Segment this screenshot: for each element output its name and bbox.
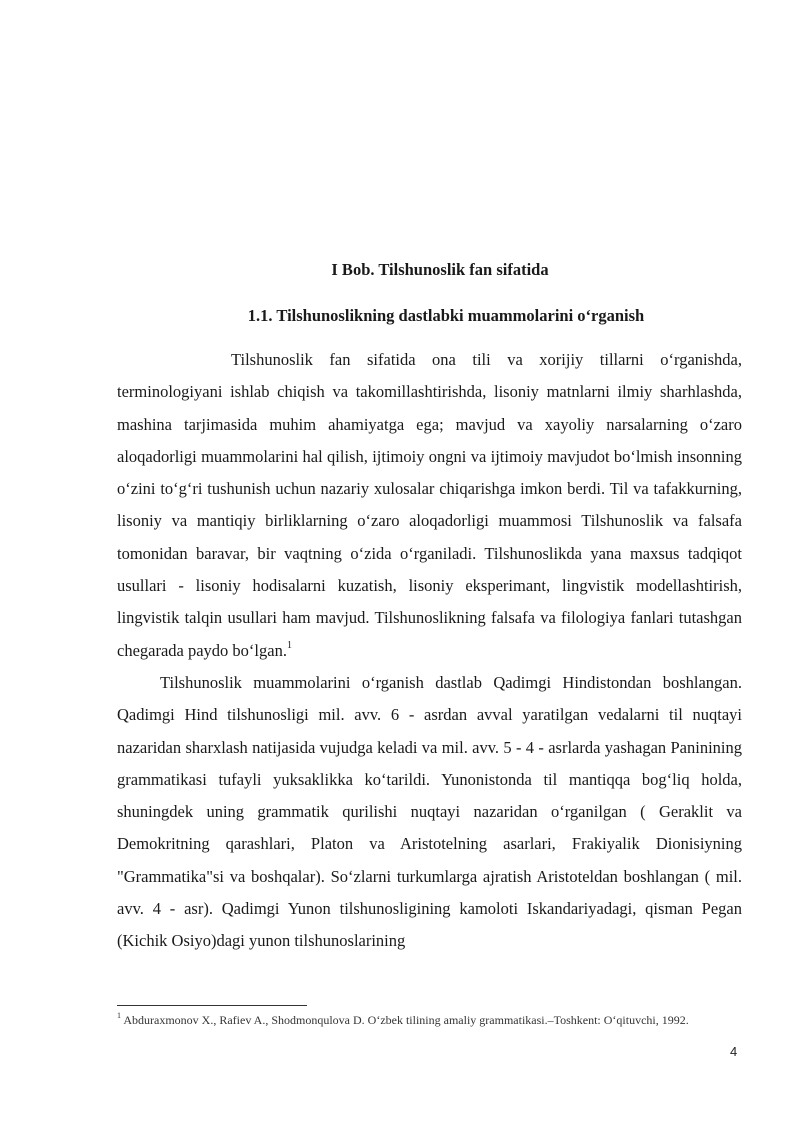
paragraph-text: Tilshunoslik fan sifatida ona tili va xorijiy tillarni o‘rganishda, terminologiyani ishlab chiqish va takomillashtirishda, lisoniy matnlarni ilmiy sharhlashda, mashina tarjimasida muhim ahamiyatga ega; mavjud va xayoliy narsalarning o‘zaro aloqadorligi muammolarini hal qilish, ijtimoiy ongni va ijtimoiy mavjudot bo‘lmish insonning o‘zini to‘g‘ri tushunish uchun nazariy xulosalar chiqarishga imkon berdi. Til va tafakkurning, lisoniy va mantiqiy birliklarning o‘zaro aloqadorligi muammosi Tilshunoslik va falsafa tomonidan baravar, bir vaqtning o‘zida o‘rganiladi. Tilshunoslikda yana maxsus tadqiqot usullari - lisoniy hodisalarni kuzatish, lisoniy eksperimant, lingvistik modellashtirish, lingvistik talqin usullari ham mavjud. Tilshunoslikning falsafa va filologiya fanlari tutashgan chegarada paydo bo‘lgan. [117,350,742,660]
footnote [117,1012,742,1028]
paragraph: Tilshunoslik muammolarini o‘rganish dastlab Qadimgi Hindistondan boshlangan. Qadimgi Hind tilshunosligi mil. avv. 6 - asrdan avval yaratilgan vedalarni til nuqtayi nazaridan sharxlash natijasida vujudga keladi va mil. avv. 5 - 4 - asrlarda yashagan Paninining grammatikasi tufayli yuksaklikka ko‘tarildi. Yunonistonda til mantiqqa bog‘liq holda, shuningdek uning grammatik qurilishi nuqtayi nazaridan o‘rganilgan ( Geraklit va Demokritning qarashlari, Platon va Aristotelning asarlari, Frakiyalik Dionisiyning "Grammatika"si va boshqalar). So‘zlarni turkumlarga ajratish Aristoteldan boshlangan ( mil. avv. 4 - asr). Qadimgi Yunon tilshunosligining kamoloti Iskandariyadagi, qisman Pegan (Kichik Osiyo)dagi yunon tilshunoslarining [117,672,742,951]
footnote-divider [117,1005,307,1006]
paragraph [117,344,742,667]
page-number: 4 [730,1044,738,1059]
footnote-text: Abduraxmonov X., Rafiev A., Shodmonqulova D. O‘zbek tilining amaliy grammatikasi.–Toshkent: O‘qituvchi, 1992. [121,1013,689,1027]
footnote-reference: 1 [286,640,292,652]
body-text [117,344,742,958]
section-title: 1.1. Tilshunoslikning dastlabki muammolarini o‘rganish [247,306,645,325]
footnote-marker: 1 [117,1011,121,1020]
chapter-title: I Bob. Tilshunoslik fan sifatida [331,260,549,279]
